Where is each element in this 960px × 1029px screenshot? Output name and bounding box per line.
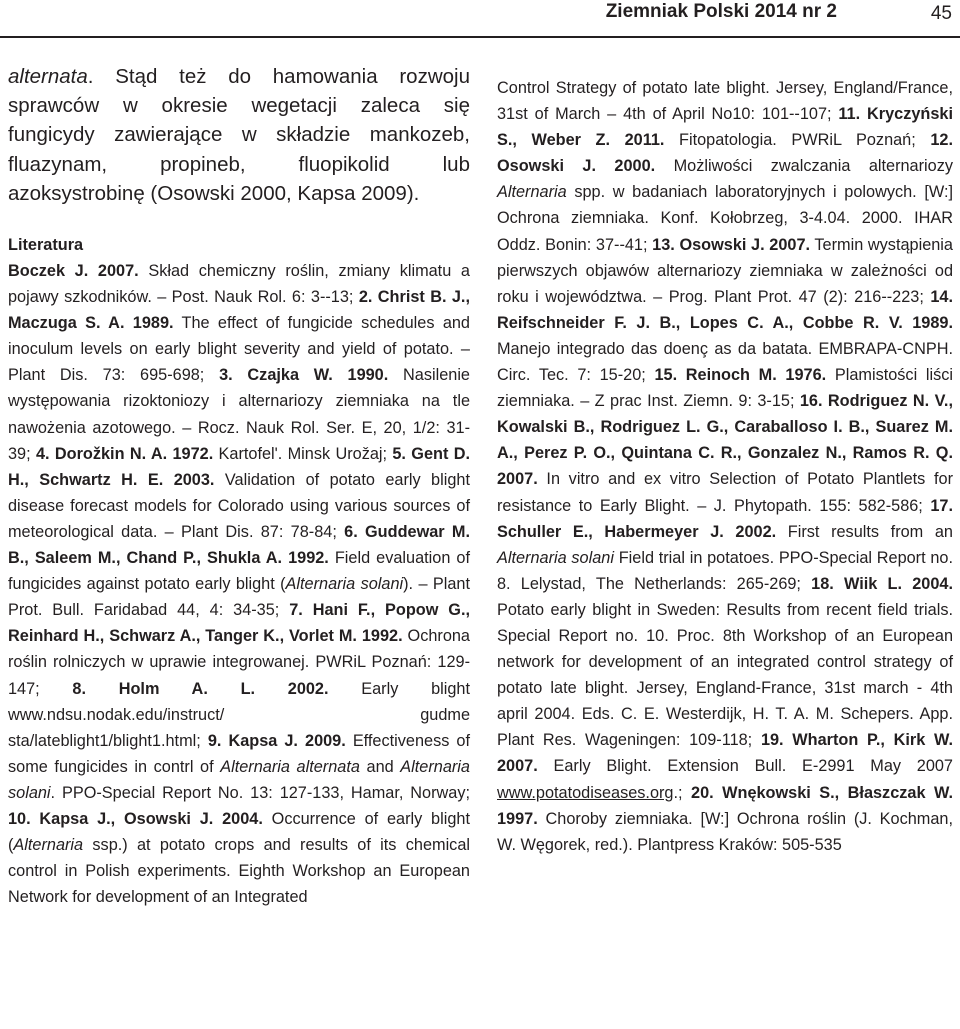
page-number: 45 [930, 3, 952, 24]
text-segment: .; [673, 783, 692, 802]
reference-author: 9. Kapsa J. 2009. [207, 731, 346, 750]
header-rule [0, 36, 960, 38]
reference-author: 14. Reifschneider F. J. B., Lopes C. A., Cobbe R. V. 1989. [497, 287, 953, 332]
text-segment: Effectiveness of some fungicides in contrl of [8, 731, 470, 776]
text-segment: . PPO-Special Report No. 13: 127-133, Hamar, Norway; [50, 783, 470, 802]
text-segment: Early blight www.ndsu.nodak.edu/instruct/ gudme sta/lateblight1/blight1.html; [8, 679, 470, 750]
text-segment: Plamistości liści ziemniaka. – Z prac Inst. Ziemn. 9: 3-15; [497, 366, 953, 411]
reference-author: 7. Hani F., Popow G., Reinhard H., Schwarz A., Tanger K., Vorlet M. 1992. [8, 601, 471, 646]
page-header [0, 0, 960, 40]
references-list-left [8, 258, 470, 910]
reference-author: Boczek J. 2007. [8, 262, 139, 281]
text-segment: Termin wystąpienia pierwszych objawów alternariozy ziemniaka w zależności od roku i województwa. – Prog. Plant Prot. 47 (2): 216--223; [497, 235, 953, 306]
reference-author: 20. Wnękowski S., Błaszczak W. 1997. [497, 783, 953, 828]
text-segment: Occurrence of early blight ( [8, 809, 470, 855]
right-column [497, 75, 953, 858]
text-segment: Manejo integrado das doenç as da batata. EMBRAPA-CNPH. Circ. Tec. 7: 15-20; [497, 339, 953, 385]
text-segment: and [359, 757, 401, 776]
reference-author: 17. Schuller E., Habermeyer J. 2002. [497, 496, 953, 541]
text-segment: Ochrona roślin rolniczych w uprawie integrowanej. PWRiL Poznań: 129-147; [8, 627, 470, 698]
reference-author: 2. Christ B. J., Maczuga S. A. 1989. [8, 288, 470, 333]
text-segment: First results from an [776, 522, 953, 541]
text-segment: Field trial in potatoes. PPO-Special Report no. 8. Lelystad, The Netherlands: 265-269; [497, 548, 953, 593]
text-segment: Alternaria alternata [220, 757, 360, 776]
text-segment: Early Blight. Extension Bull. E-2991 May 2007 [537, 757, 953, 776]
reference-author: 11. Kryczyński S., Weber Z. 2011. [497, 105, 953, 150]
text-segment: Możliwości zwalczania alternariozy [655, 157, 953, 176]
text-segment: ssp.) at potato crops and results of its chemical control in Polish experiments. Eighth Workshop an European Network for development of an Integrated [8, 836, 470, 907]
text-segment: Field evaluation of fungicides against potato early blight ( [8, 549, 470, 594]
left-column [8, 62, 470, 910]
text-segment: The effect of fungicide schedules and inoculum levels on early blight severity and yield of potato. – Plant Dis. 73: 695-698; [8, 314, 470, 385]
intro-paragraph [8, 62, 470, 208]
reference-author: 8. Holm A. L. 2002. [72, 679, 329, 698]
text-segment: Alternaria solani [285, 575, 404, 594]
reference-link[interactable]: www.potatodiseases.org [497, 783, 674, 802]
text-segment: Alternaria [497, 183, 567, 202]
reference-author: 13. Osowski J. 2007. [652, 235, 811, 254]
journal-title: Ziemniak Polski 2014 nr 2 [605, 1, 837, 22]
text-segment: Potato early blight in Sweden: Results from recent field trials. Special Report no. 10. Proc. 8th Workshop of an European network for development of an integrated control strategy of potato late blight. Jersey, England-France, 31st march - 4th april 2004. Eds. C. E. Westerdijk, H. T. A. M. Schepers. App. Plant Res. Wageningen: 109-118; [497, 600, 953, 750]
reference-author: 10. Kapsa J., Osowski J. 2004. [8, 809, 263, 828]
reference-author: 18. Wiik L. 2004. [811, 574, 953, 593]
text-segment: Fitopatologia. PWRiL Poznań; [664, 131, 931, 150]
text-segment: Alternaria [13, 836, 84, 855]
text-segment: Nasilenie występowania rizoktoniozy i alternariozy ziemniaka na tle nawożenia azotowego. – Rocz. Nauk Rol. Ser. E, 20, 1/2: 31-39; [8, 366, 470, 463]
reference-author: 4. Dorožkin N. A. 1972. [35, 444, 214, 463]
reference-author: 15. Reinoch M. 1976. [654, 366, 827, 385]
text-segment: . Stąd też do hamowania rozwoju sprawców w okresie wegetacji zaleca się fungicydy zawierające w składzie mankozeb, fluazynam, propineb, fluopikolid lub azoksystrobinę (Osowski 2000, Kapsa 2009). [8, 65, 470, 205]
text-segment: Kartofel'. Minsk Urožaj; [213, 444, 393, 463]
reference-author: 16. Rodriguez N. V., Kowalski B., Rodriguez L. G., Caraballoso I. B., Suarez M. A., Perez P. O., Quintana C. R., Gonzalez N., Ramos R. Q. 2007. [497, 392, 953, 489]
text-segment: Alternaria solani [497, 548, 614, 567]
text-segment: Choroby ziemniaka. [W:] Ochrona roślin (J. Kochman, W. Węgorek, red.). Plantpress Kraków: 505-535 [497, 809, 953, 854]
text-segment: Control Strategy of potato late blight. Jersey, England/France, 31st of March – 4th of April No10: 101--107; [497, 79, 953, 124]
text-segment: alternata [8, 65, 88, 88]
text-segment: Alternaria solani [8, 757, 470, 802]
reference-author: 3. Czajka W. 1990. [219, 366, 389, 385]
references-heading: Literatura [8, 236, 84, 255]
references-list-right [497, 75, 953, 858]
reference-author: 12. Osowski J. 2000. [497, 131, 953, 176]
text-segment: Skład chemiczny roślin, zmiany klimatu a pojawy szkodników. – Post. Nauk Rol. 6: 3--13; [8, 262, 470, 307]
text-segment: Validation of potato early blight disease forecast models for Colorado using various sources of meteorological data. – Plant Dis. 87: 78-84; [8, 470, 470, 541]
text-segment: In vitro and ex vitro Selection of Potato Plantlets for resistance to Early Blight. – J. Phytopath. 155: 582-586; [497, 470, 953, 515]
reference-author: 19. Wharton P., Kirk W. 2007. [497, 731, 953, 776]
reference-author: 5. Gent D. H., Schwartz H. E. 2003. [8, 444, 470, 489]
text-segment: spp. w badaniach laboratoryjnych i polowych. [W:] Ochrona ziemniaka. Konf. Kołobrzeg, 3-4.04. 2000. IHAR Oddz. Bonin: 37--41; [497, 183, 953, 254]
reference-author: 6. Guddewar M. B., Saleem M., Chand P., Shukla A. 1992. [8, 522, 470, 568]
text-segment: ). – Plant Prot. Bull. Faridabad 44, 4: 34-35; [8, 575, 470, 620]
